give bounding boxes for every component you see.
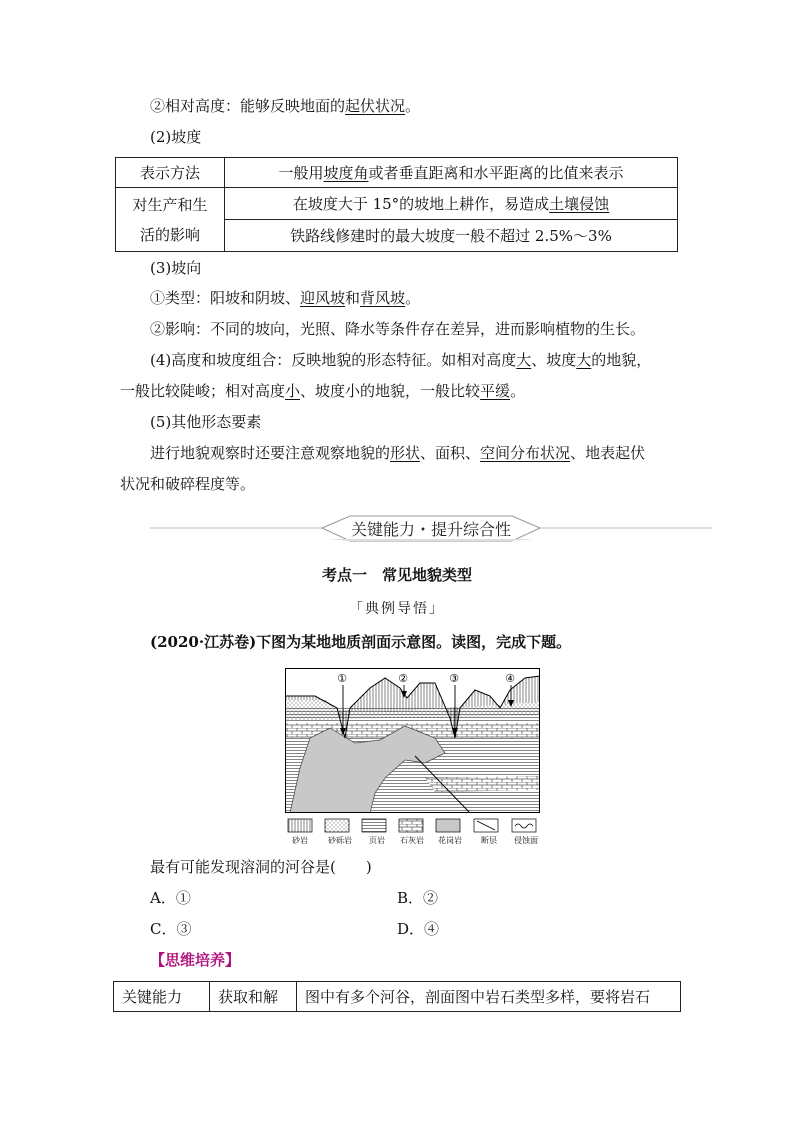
underlined-answer: 空间分布状况 — [480, 444, 571, 462]
aspect-type-line: ①类型：阳坡和阴坡、迎风坡和背风坡。 — [150, 289, 421, 307]
legend-shale: 页岩 — [369, 836, 385, 845]
combo-line-1: (4)高度和坡度组合：反映地貌的形态特征。如相对高度大、坡度大的地貌， — [150, 351, 652, 369]
marker-2: ② — [398, 672, 408, 685]
combo-line-2: 一般比较陡峻；相对高度小、坡度小的地貌，一般比较平缓。 — [120, 382, 526, 400]
underlined-answer: 起伏状况 — [345, 97, 406, 115]
legend-fault: 断层 — [481, 836, 497, 845]
legend-sandstone-swatch — [288, 819, 312, 832]
method-label: 表示方法 — [116, 158, 225, 188]
option-a[interactable]: A．① — [150, 889, 191, 907]
marker-4: ④ — [505, 672, 515, 685]
legend-sandstone: 砂岩 — [292, 836, 308, 845]
legend-limestone-swatch — [399, 819, 423, 832]
thinking-table — [113, 981, 681, 1012]
thinking-heading: 【思维培养】 — [150, 951, 241, 969]
impact-farming: 在坡度大于 15°的坡地上耕作，易造成土壤侵蚀 — [225, 188, 678, 220]
legend-swatches — [285, 818, 540, 834]
geologic-section-diagram — [285, 668, 540, 813]
legend-granite: 花岗岩 — [438, 836, 462, 845]
impact-label: 对生产和生 活的影响 — [116, 188, 225, 252]
banner-text: 关键能力・提升综合性 — [350, 520, 511, 539]
key-ability-cell: 关键能力 — [114, 982, 210, 1012]
method-value: 一般用坡度角或者垂直距离和水平距离的比值来表示 — [225, 158, 678, 188]
relative-height-line — [150, 96, 420, 116]
underlined-answer: 形状 — [390, 444, 421, 462]
option-c[interactable]: C．③ — [150, 920, 192, 938]
analysis-cell: 图中有多个河谷，剖面图中岩石类型多样，要将岩石 — [297, 982, 681, 1012]
aspect-impact-line: ②影响：不同的坡向，光照、降水等条件存在差异，进而影响植物的生长。 — [150, 320, 646, 338]
legend-conglomerate-swatch — [325, 819, 349, 832]
legend-granite-swatch — [436, 819, 460, 832]
observation-line-2: 状况和破碎程度等。 — [120, 475, 256, 493]
question-intro: (2020·江苏卷)下图为某地地质剖面示意图。读图，完成下题。 — [150, 633, 572, 651]
question-text: 最有可能发现溶洞的河谷是( ) — [150, 858, 372, 876]
slope-table — [115, 157, 678, 252]
other-heading: (5)其他形态要素 — [150, 413, 262, 431]
underlined-answer: 坡度角 — [323, 164, 369, 182]
marker-3: ③ — [449, 672, 459, 685]
underlined-answer: 土壤侵蚀 — [549, 195, 610, 213]
legend-limestone: 石灰岩 — [400, 836, 424, 845]
option-d[interactable]: D．④ — [397, 920, 440, 938]
legend-erosion-surface: 侵蚀面 — [514, 836, 538, 845]
example-subtitle: 「典例导悟」 — [349, 601, 445, 617]
observation-line-1: 进行地貌观察时还要注意观察地貌的形状、面积、空间分布状况、地表起伏 — [150, 444, 646, 462]
underlined-answer: 背风坡 — [360, 289, 406, 307]
underlined-answer: 迎风坡 — [300, 289, 346, 307]
text: ②相对高度：能够反映地面的 — [150, 97, 346, 115]
legend-shale-swatch — [362, 819, 386, 832]
underlined-answer: 平缓 — [480, 382, 511, 400]
option-b[interactable]: B．② — [397, 889, 439, 907]
acquire-cell: 获取和解 — [210, 982, 297, 1012]
section-banner — [150, 514, 712, 544]
aspect-heading: (3)坡向 — [150, 259, 202, 277]
slope-heading: (2)坡度 — [150, 128, 202, 146]
section-title: 考点一 常见地貌类型 — [321, 566, 472, 584]
impact-railway: 铁路线修建时的最大坡度一般不超过 2.5%～3% — [225, 220, 678, 252]
underlined-answer: 大 — [516, 351, 532, 369]
marker-1: ① — [337, 672, 347, 685]
text: 。 — [405, 97, 421, 115]
underlined-answer: 小 — [285, 382, 301, 400]
legend-conglomerate: 砂砾岩 — [328, 836, 352, 845]
underlined-answer: 大 — [576, 351, 592, 369]
